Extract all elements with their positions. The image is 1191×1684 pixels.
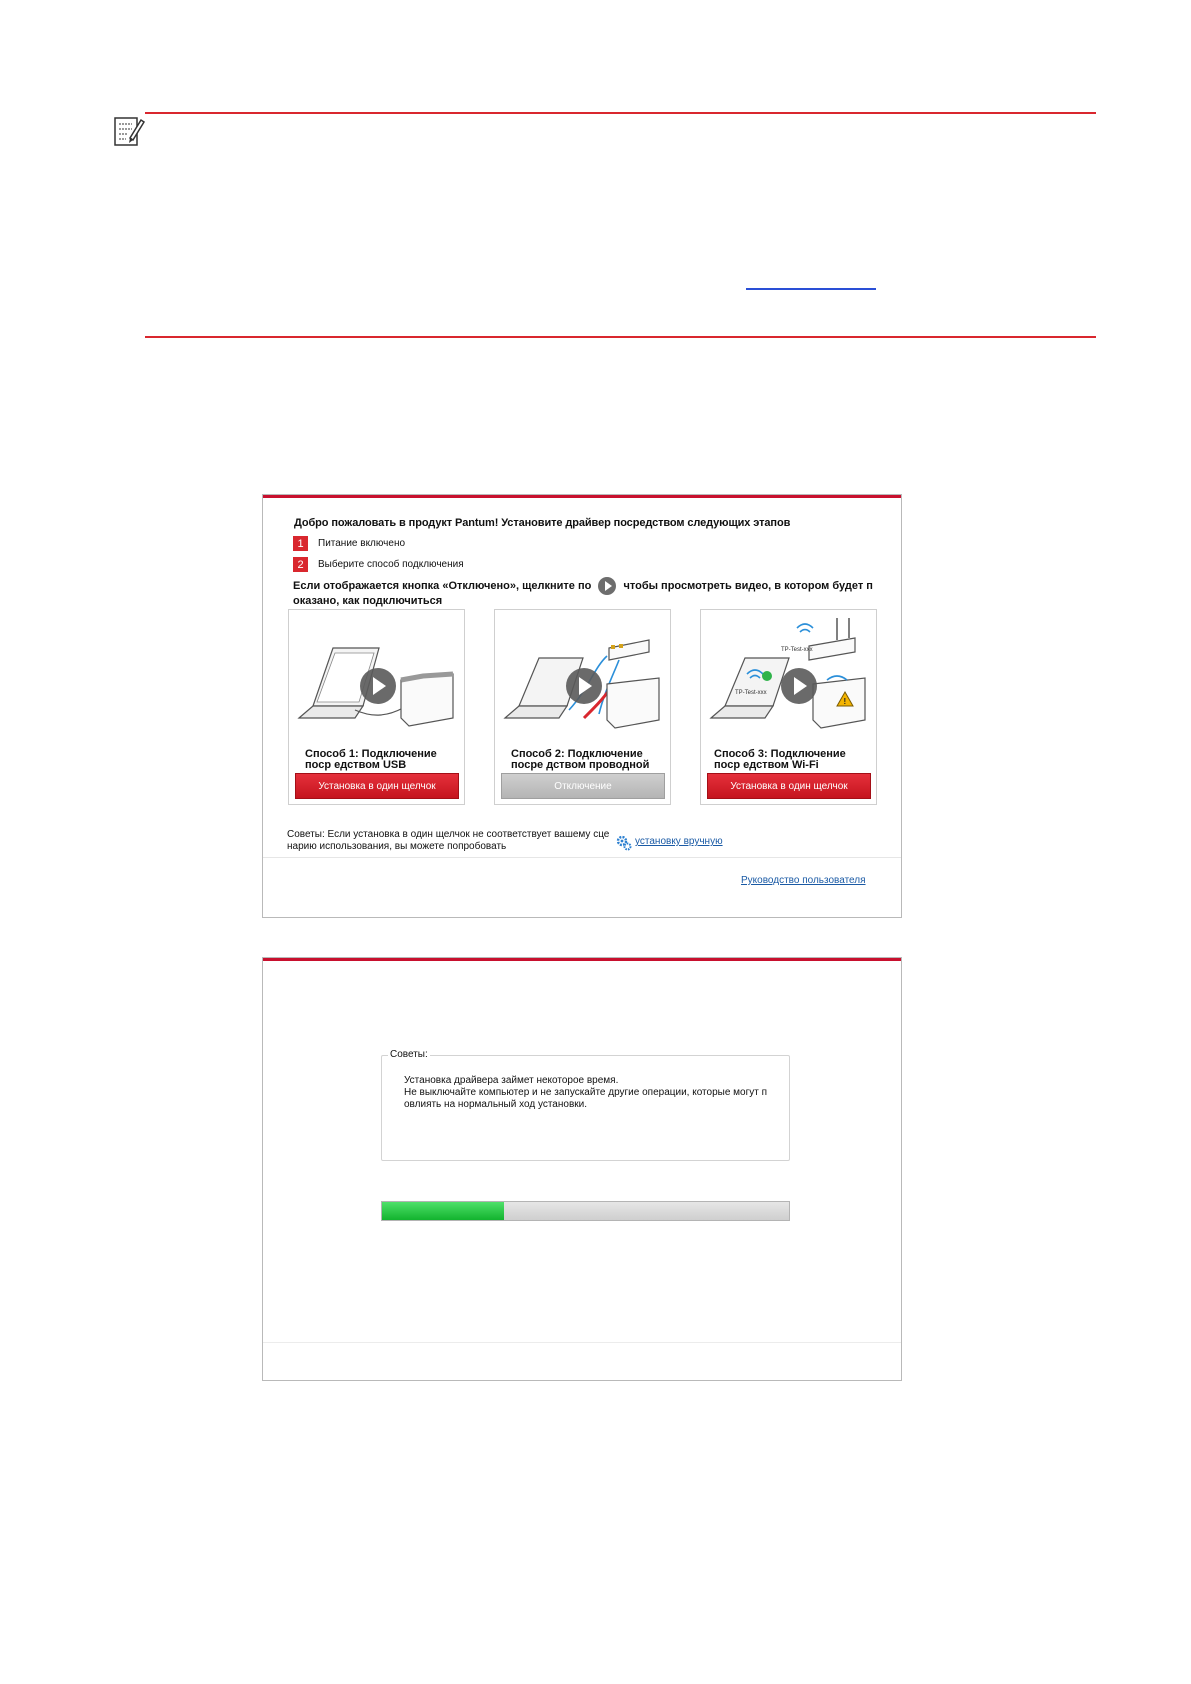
svg-text:!: ! [843,697,847,706]
step-number: 1 [293,536,308,551]
play-video-button[interactable] [781,668,817,704]
wifi-ssid-label: TP-Test-xxx [735,690,767,696]
one-click-install-button[interactable]: Установка в один щелчок [707,773,871,799]
progress-fill [382,1202,504,1220]
note-divider-top [145,112,1096,114]
play-video-button[interactable] [566,668,602,704]
method-card-usb [288,609,465,805]
install-progress-bar [381,1201,790,1221]
step-power [293,536,405,551]
play-video-button[interactable] [360,668,396,704]
note-divider-bottom [145,336,1096,338]
hint-text-end: чтобы просмотреть видео, в котором будет п оказано, как подключиться [293,579,873,607]
gear-icon [616,835,632,851]
wifi-ssid-label: TP-Test-xxx [781,647,813,653]
step-number: 2 [293,557,308,572]
method-title: Способ 3: Подключение поср едством Wi-Fi [714,748,846,771]
video-hint [293,577,883,607]
installer-window [262,494,902,918]
tips-groupbox [381,1049,790,1161]
footer-divider [263,1342,901,1343]
step-label: Выберите способ подключения [318,559,464,570]
welcome-heading: Добро пожаловать в продукт Pantum! Установите драйвер посредством следующих этапов [294,517,791,529]
window-accent-bar [263,958,901,961]
user-guide-link[interactable]: Руководство пользователя [741,875,866,886]
note-icon [112,114,146,148]
play-icon [598,577,616,595]
one-click-install-button[interactable]: Установка в один щелчок [295,773,459,799]
method-title: Способ 2: Подключение посре дством проводной [511,748,650,771]
method-card-wired [494,609,671,805]
tips-line: Установка драйвера займет некоторое время. [404,1075,619,1086]
tips-text: Советы: Если установка в один щелчок не соответствует вашему сце нарию использования, вы можете попробовать [287,829,610,852]
window-accent-bar [263,495,901,498]
footer-divider [263,857,901,858]
tips-body [404,1075,789,1111]
disabled-install-button[interactable]: Отключение [501,773,665,799]
step-label: Питание включено [318,538,406,549]
tips-line: Не выключайте компьютер и не запускайте другие операции, которые могут п овлиять на нормальный ход установки. [404,1087,768,1110]
manual-install-link[interactable]: установку вручную [635,836,723,847]
hint-text-start: Если отображается кнопка «Отключено», щелкните по [293,579,592,592]
method-title: Способ 1: Подключение поср едством USB [305,748,437,771]
tips-title: Советы: [390,1049,428,1060]
note-link-underline[interactable] [746,288,876,290]
method-card-wifi [700,609,877,805]
step-connection [293,557,464,572]
install-progress-window [262,957,902,1381]
